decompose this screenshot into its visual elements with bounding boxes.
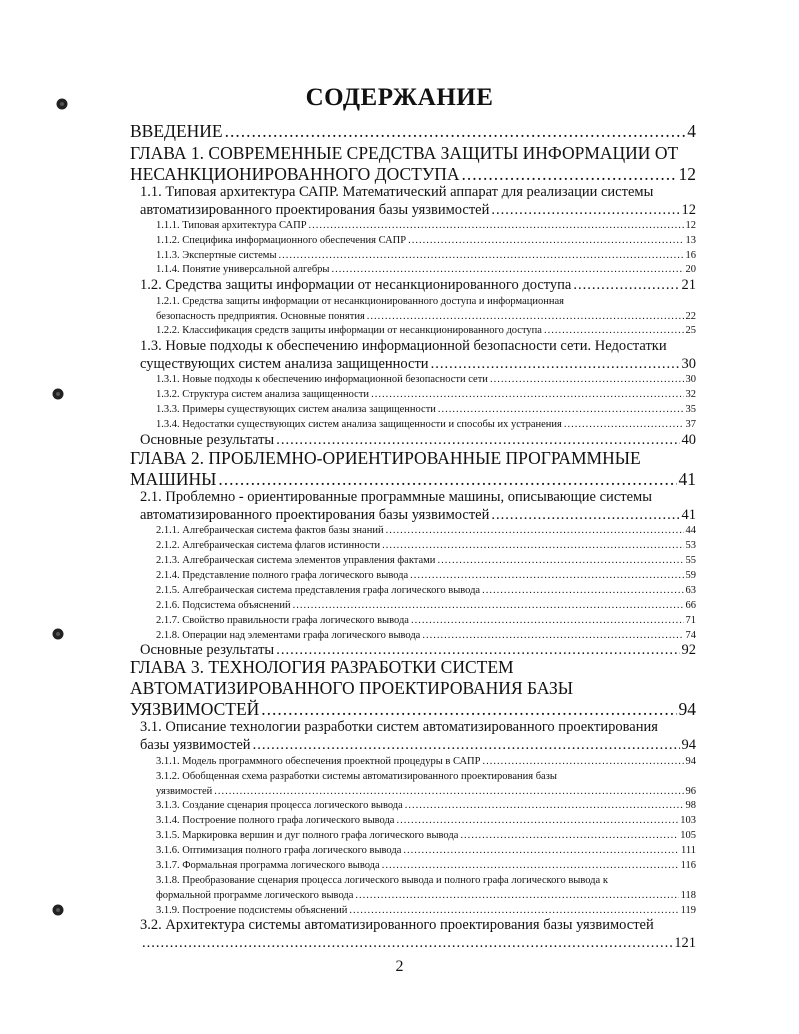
toc-page-number: 105 bbox=[680, 830, 696, 841]
toc-entry bbox=[140, 431, 696, 449]
toc-entry bbox=[156, 858, 696, 873]
toc-entry-line bbox=[156, 309, 696, 324]
toc-entry-text: 2.1. Проблемно - ориентированные программные машины, описывающие системы bbox=[140, 489, 652, 505]
toc-entry-line bbox=[140, 506, 696, 524]
toc-entry-line bbox=[156, 523, 696, 538]
toc-entry-text: 1.2.2. Классификация средств защиты информации от несанкционированного доступа bbox=[156, 325, 542, 336]
toc-entry bbox=[156, 233, 696, 248]
toc-page-number: 20 bbox=[685, 264, 696, 275]
toc-entry bbox=[156, 402, 696, 417]
toc-entry-line bbox=[156, 402, 696, 417]
toc-entry-line bbox=[156, 417, 696, 432]
dot-leader bbox=[460, 828, 678, 843]
dot-leader bbox=[214, 784, 683, 799]
toc-entry-text: 1.3.3. Примеры существующих систем анализа защищенности bbox=[156, 404, 436, 415]
toc-entry-line bbox=[140, 276, 696, 294]
toc-entry-line bbox=[156, 248, 696, 263]
toc-entry bbox=[156, 613, 696, 628]
toc-entry-text: 2.1.8. Операции над элементами графа логического вывода bbox=[156, 630, 421, 641]
dot-leader bbox=[438, 402, 684, 417]
dot-leader bbox=[544, 323, 684, 338]
dot-leader bbox=[491, 506, 679, 524]
toc-page-number: 119 bbox=[680, 905, 696, 916]
toc-entry-line bbox=[130, 699, 696, 720]
toc-entry-text: безопасность предприятия. Основные понятия bbox=[156, 311, 365, 322]
toc-entry bbox=[156, 873, 696, 903]
toc-entry-line bbox=[130, 121, 696, 142]
toc-entry-line bbox=[130, 164, 696, 185]
toc-entry-line bbox=[156, 858, 696, 873]
toc-page-number: 21 bbox=[681, 277, 696, 293]
toc-page-number: 16 bbox=[685, 250, 696, 261]
toc-page-number: 12 bbox=[685, 220, 696, 231]
toc-entry bbox=[156, 568, 696, 583]
toc-entry-text: 1.2.1. Средства защиты информации от несанкционированного доступа и информационная bbox=[156, 296, 564, 307]
dot-leader bbox=[279, 248, 684, 263]
toc-page-number: 121 bbox=[674, 935, 696, 951]
toc-entry bbox=[156, 294, 696, 324]
dot-leader bbox=[261, 699, 676, 720]
toc-entry-text: 1.1.2. Специфика информационного обеспечения САПР bbox=[156, 235, 407, 246]
toc-entry bbox=[140, 337, 696, 373]
toc-entry-text: АВТОМАТИЗИРОВАННОГО ПРОЕКТИРОВАНИЯ БАЗЫ bbox=[130, 678, 574, 698]
dot-leader bbox=[403, 843, 679, 858]
toc-entry bbox=[156, 538, 696, 553]
dot-leader bbox=[431, 355, 680, 373]
toc-entry-line bbox=[156, 538, 696, 553]
toc-entry-text: 1.3.4. Недостатки существующих систем анализа защищенности и способы их устранения bbox=[156, 419, 562, 430]
dot-leader bbox=[225, 121, 686, 142]
punch-hole-icon bbox=[51, 387, 65, 401]
toc-entry bbox=[156, 323, 696, 338]
toc-entry-line bbox=[156, 813, 696, 828]
toc-page-number: 59 bbox=[685, 570, 696, 581]
toc-entry-line bbox=[140, 201, 696, 219]
toc-entry-line bbox=[156, 888, 696, 903]
toc-entry-line bbox=[156, 843, 696, 858]
toc-page-number: 41 bbox=[678, 469, 696, 489]
toc-entry-line bbox=[156, 323, 696, 338]
dot-leader bbox=[355, 888, 678, 903]
toc-entry bbox=[156, 387, 696, 402]
toc-entry bbox=[156, 583, 696, 598]
dot-leader bbox=[331, 262, 683, 277]
toc-page-number: 30 bbox=[681, 356, 696, 372]
toc-entry-text: 2.1.4. Представление полного графа логического вывода bbox=[156, 570, 409, 581]
toc-page-number: 63 bbox=[685, 585, 696, 596]
toc-entry-text: 3.1.8. Преобразование сценария процесса логического вывода и полного графа логического вывода к bbox=[156, 875, 608, 886]
toc-entry-line bbox=[156, 784, 696, 799]
toc-entry-line bbox=[156, 568, 696, 583]
toc-entry-text: 2.1.3. Алгебраическая система элементов управления фактами bbox=[156, 555, 436, 566]
toc-entry-text: 3.1.7. Формальная программа логического вывода bbox=[156, 860, 380, 871]
toc-page-number: 103 bbox=[680, 815, 696, 826]
toc-entry-text: МАШИНЫ bbox=[130, 469, 217, 489]
toc-entry-line bbox=[156, 613, 696, 628]
toc-entry bbox=[130, 121, 696, 142]
dot-leader bbox=[396, 813, 678, 828]
toc-page-number: 116 bbox=[680, 860, 696, 871]
toc-entry-text: 3.1.3. Создание сценария процесса логического вывода bbox=[156, 800, 403, 811]
toc-entry-text: 1.3.1. Новые подходы к обеспечению информационной безопасности сети bbox=[156, 374, 488, 385]
dot-leader bbox=[293, 598, 684, 613]
toc-entry-text: ГЛАВА 1. СОВРЕМЕННЫЕ СРЕДСТВА ЗАЩИТЫ ИНФОРМАЦИИ ОТ bbox=[130, 143, 679, 163]
toc-page-number: 12 bbox=[678, 164, 696, 184]
dot-leader bbox=[564, 417, 684, 432]
toc-entry-text: 2.1.5. Алгебраическая система представления графа логического вывода bbox=[156, 585, 481, 596]
toc-entry bbox=[156, 248, 696, 263]
page-title: СОДЕРЖАНИЕ bbox=[305, 84, 494, 111]
toc-entry-text: Основные результаты bbox=[140, 642, 275, 658]
toc-page-number: 96 bbox=[685, 786, 696, 797]
toc-entry-text: 2.1.6. Подсистема объяснений bbox=[156, 600, 291, 611]
toc-entry-text: 3.2. Архитектура системы автоматизированного проектирования базы уязвимостей bbox=[140, 917, 654, 933]
toc-entry-text: УЯЗВИМОСТЕЙ bbox=[130, 699, 260, 719]
dot-leader bbox=[218, 469, 676, 490]
dot-leader bbox=[276, 431, 679, 449]
dot-leader bbox=[482, 583, 683, 598]
toc-entry bbox=[156, 754, 696, 769]
toc-entry bbox=[140, 488, 696, 524]
toc-page-number: 94 bbox=[685, 756, 696, 767]
dot-leader bbox=[573, 276, 679, 294]
toc-entry bbox=[140, 916, 696, 952]
toc-entry-text: автоматизированного проектирования базы уязвимостей bbox=[140, 507, 490, 523]
toc-entry-line bbox=[140, 355, 696, 373]
toc-entry-text: 1.1.1. Типовая архитектура САПР bbox=[156, 220, 307, 231]
toc-page-number: 94 bbox=[681, 737, 696, 753]
toc-entry-text: 3.1.6. Оптимизация полного графа логического вывода bbox=[156, 845, 402, 856]
toc-entry-text: 1.1.3. Экспертные системы bbox=[156, 250, 277, 261]
toc-page-number: 30 bbox=[685, 374, 696, 385]
toc-page-number: 71 bbox=[685, 615, 696, 626]
dot-leader bbox=[367, 309, 684, 324]
toc-page-number: 25 bbox=[685, 325, 696, 336]
toc-page-number: 32 bbox=[685, 389, 696, 400]
dot-leader bbox=[410, 568, 683, 583]
toc-entry-line bbox=[156, 828, 696, 843]
toc-entry-text: 2.1.1. Алгебраическая система фактов базы знаний bbox=[156, 525, 384, 536]
toc-entry-line bbox=[140, 431, 696, 449]
dot-leader bbox=[371, 387, 683, 402]
toc-page-number: 4 bbox=[687, 121, 696, 141]
toc-page-number: 13 bbox=[685, 235, 696, 246]
toc-entry-text: ВВЕДЕНИЕ bbox=[130, 121, 223, 141]
toc-entry-text: ГЛАВА 3. ТЕХНОЛОГИЯ РАЗРАБОТКИ СИСТЕМ bbox=[130, 657, 514, 677]
toc-entry bbox=[156, 798, 696, 813]
toc-entry-line bbox=[156, 387, 696, 402]
toc-entry bbox=[140, 718, 696, 754]
toc-page-number: 35 bbox=[685, 404, 696, 415]
toc-entry-text: 3.1.9. Построение подсистемы объяснений bbox=[156, 905, 348, 916]
toc-page-number: 40 bbox=[681, 432, 696, 448]
toc-entry bbox=[156, 828, 696, 843]
toc-entry-line bbox=[156, 262, 696, 277]
toc-entry-text: уязвимостей bbox=[156, 786, 213, 797]
toc-entry-text: 1.3. Новые подходы к обеспечению информационной безопасности сети. Недостатки bbox=[140, 338, 667, 354]
toc-entry bbox=[130, 448, 696, 490]
toc-entry bbox=[140, 183, 696, 219]
toc-page-number: 74 bbox=[685, 630, 696, 641]
toc-entry-line bbox=[130, 469, 696, 490]
toc-entry-text: 1.1.4. Понятие универсальной алгебры bbox=[156, 264, 330, 275]
dot-leader bbox=[386, 523, 684, 538]
toc-entry bbox=[156, 553, 696, 568]
toc-entry bbox=[156, 598, 696, 613]
toc-entry-line bbox=[156, 798, 696, 813]
toc-page-number: 22 bbox=[685, 311, 696, 322]
toc-entry-text: 1.2. Средства защиты информации от несанкционированного доступа bbox=[140, 277, 572, 293]
toc-entry-line bbox=[156, 583, 696, 598]
page-number: 2 bbox=[395, 958, 404, 975]
toc-entry-text: 1.3.2. Структура систем анализа защищенности bbox=[156, 389, 370, 400]
toc-entry-line bbox=[156, 598, 696, 613]
dot-leader bbox=[411, 613, 684, 628]
toc-page-number: 66 bbox=[685, 600, 696, 611]
dot-leader bbox=[309, 218, 684, 233]
dot-leader bbox=[382, 858, 679, 873]
dot-leader bbox=[482, 754, 683, 769]
dot-leader bbox=[490, 372, 684, 387]
toc-entry-text: 3.1.4. Построение полного графа логического вывода bbox=[156, 815, 395, 826]
toc-entry bbox=[130, 143, 696, 185]
toc-entry bbox=[156, 843, 696, 858]
toc-entry-text: 3.1.5. Маркировка вершин и дуг полного графа логического вывода bbox=[156, 830, 459, 841]
toc-entry-text: формальной программе логического вывода bbox=[156, 890, 354, 901]
toc-entry-text: базы уязвимостей bbox=[140, 737, 251, 753]
toc-entry-text: 3.1.1. Модель программного обеспечения проектной процедуры в САПР bbox=[156, 756, 481, 767]
toc-entry bbox=[140, 276, 696, 294]
toc-entry bbox=[156, 417, 696, 432]
toc-entry-text: 3.1. Описание технологии разработки систем автоматизированного проектирования bbox=[140, 719, 658, 735]
toc-entry bbox=[130, 657, 696, 720]
punch-hole-icon bbox=[51, 627, 65, 641]
toc-page-number: 41 bbox=[681, 507, 696, 523]
toc-entry-line bbox=[156, 233, 696, 248]
dot-leader bbox=[408, 233, 683, 248]
toc-page-number: 37 bbox=[685, 419, 696, 430]
toc-page-number: 12 bbox=[681, 202, 696, 218]
toc-entry-text: 3.1.2. Обобщенная схема разработки системы автоматизированного проектирования базы bbox=[156, 771, 557, 782]
toc-entry-text: 2.1.2. Алгебраическая система флагов истинности bbox=[156, 540, 381, 551]
toc-page-number: 118 bbox=[680, 890, 696, 901]
toc-entry-text: 1.1. Типовая архитектура САПР. Математический аппарат для реализации системы bbox=[140, 184, 654, 200]
toc-entry bbox=[156, 218, 696, 233]
toc-entry-line bbox=[140, 934, 696, 952]
toc-page-number: 44 bbox=[685, 525, 696, 536]
toc-entry bbox=[156, 523, 696, 538]
dot-leader bbox=[461, 164, 676, 185]
toc-page-number: 98 bbox=[685, 800, 696, 811]
dot-leader bbox=[253, 736, 680, 754]
toc-entry-line bbox=[156, 553, 696, 568]
toc-entry-text: НЕСАНКЦИОНИРОВАННОГО ДОСТУПА bbox=[130, 164, 460, 184]
toc-page-number: 111 bbox=[681, 845, 696, 856]
toc-entry-line bbox=[156, 372, 696, 387]
dot-leader bbox=[437, 553, 683, 568]
punch-hole-icon bbox=[55, 97, 69, 111]
toc-entry bbox=[156, 372, 696, 387]
toc-page-number: 53 bbox=[685, 540, 696, 551]
toc-entry-line bbox=[156, 754, 696, 769]
toc-entry-text: ГЛАВА 2. ПРОБЛЕМНО-ОРИЕНТИРОВАННЫЕ ПРОГРАММНЫЕ bbox=[130, 448, 641, 468]
toc-entry-line bbox=[140, 736, 696, 754]
toc-page-number: 92 bbox=[681, 642, 696, 658]
toc-entry-text: 2.1.7. Свойство правильности графа логического вывода bbox=[156, 615, 409, 626]
dot-leader bbox=[382, 538, 683, 553]
toc-entry bbox=[156, 262, 696, 277]
dot-leader bbox=[491, 201, 679, 219]
dot-leader bbox=[142, 934, 672, 952]
toc-entry bbox=[156, 769, 696, 799]
toc-entry bbox=[156, 813, 696, 828]
toc-entry-text: существующих систем анализа защищенности bbox=[140, 356, 429, 372]
punch-hole-icon bbox=[51, 903, 65, 917]
toc-page-number: 55 bbox=[685, 555, 696, 566]
toc-page-number: 94 bbox=[678, 699, 696, 719]
toc-entry-text: автоматизированного проектирования базы уязвимостей bbox=[140, 202, 490, 218]
toc-entry-text: Основные результаты bbox=[140, 432, 275, 448]
dot-leader bbox=[405, 798, 684, 813]
toc-entry-line bbox=[156, 218, 696, 233]
